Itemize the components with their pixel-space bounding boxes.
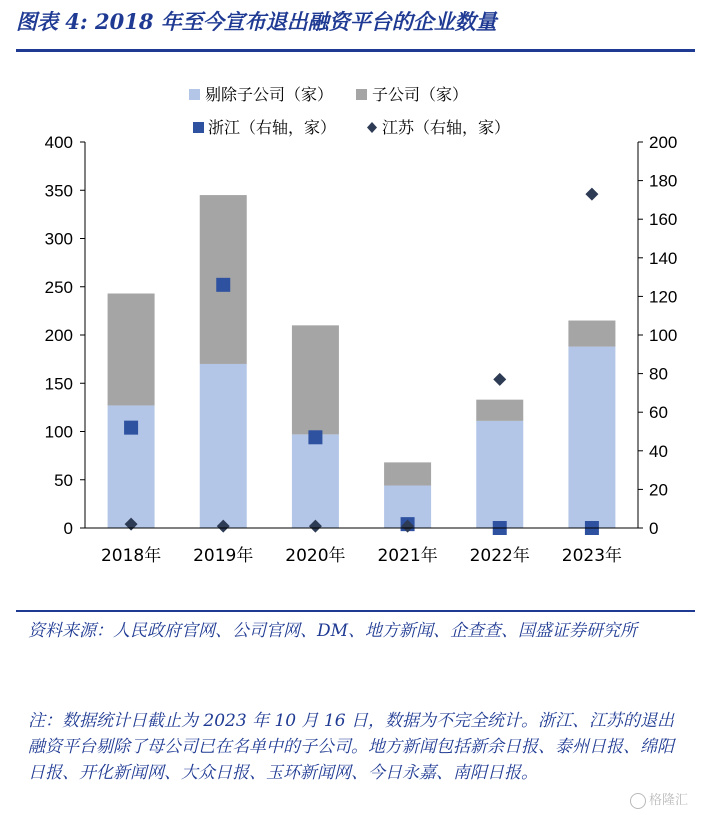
x-tick-label: 2020年 bbox=[285, 546, 346, 566]
legend bbox=[189, 85, 510, 137]
right-tick-label: 40 bbox=[649, 441, 668, 461]
right-tick-label: 140 bbox=[649, 248, 678, 268]
left-tick-label: 400 bbox=[44, 133, 73, 152]
right-tick-label: 60 bbox=[649, 403, 668, 423]
left-tick-label: 350 bbox=[44, 181, 73, 201]
source-text: 资料来源：人民政府官网、公司官网、DM、地方新闻、企查查、国盛证券研究所 bbox=[28, 621, 638, 641]
bar-sub-0 bbox=[108, 294, 155, 406]
legend-swatch-sub bbox=[356, 89, 367, 100]
right-tick-label: 80 bbox=[649, 364, 668, 384]
bar-excl-1 bbox=[200, 364, 247, 528]
marker-zhejiang-2 bbox=[308, 430, 322, 444]
right-tick-label: 100 bbox=[649, 326, 678, 345]
legend-label-sub: 子公司（家） bbox=[372, 85, 469, 104]
x-tick-label: 2023年 bbox=[561, 546, 623, 566]
left-tick-label: 0 bbox=[63, 519, 73, 538]
legend-swatch-zhejiang bbox=[193, 122, 204, 133]
bar-excl-5 bbox=[568, 347, 615, 528]
legend-swatch-excl bbox=[189, 89, 200, 100]
marker-jiangsu-4 bbox=[493, 373, 506, 386]
chart-title: 图表 4: 2018 年至今宣布退出融资平台的企业数量 bbox=[16, 9, 497, 34]
watermark bbox=[630, 789, 688, 809]
right-tick-label: 20 bbox=[649, 480, 668, 500]
left-tick-label: 200 bbox=[44, 326, 73, 345]
right-tick-label: 200 bbox=[649, 133, 678, 152]
bar-sub-4 bbox=[476, 400, 523, 421]
legend-label-zhejiang: 浙江（右轴，家） bbox=[208, 118, 337, 137]
chart-area bbox=[0, 52, 711, 607]
bar-excl-4 bbox=[476, 421, 523, 528]
bar-sub-3 bbox=[384, 462, 431, 485]
legend-label-jiangsu: 江苏（右轴，家） bbox=[382, 118, 511, 137]
left-tick-label: 300 bbox=[44, 229, 73, 249]
markers bbox=[124, 188, 599, 535]
left-tick-label: 50 bbox=[54, 470, 73, 490]
source-rule bbox=[16, 610, 695, 612]
note-text: 注：数据统计日截止为 2023 年 10 月 16 日，数据为不完全统计。浙江、江苏的退出融资平台剔除了母公司已在名单中的子公司。地方新闻包括新余日报、泰州日报、绵阳日报、开化新闻网、大众日报、玉环新闻网、今日永嘉、南阳日报。 bbox=[28, 711, 674, 783]
watermark-logo-icon bbox=[630, 793, 646, 809]
bar-sub-5 bbox=[568, 321, 615, 347]
x-tick-label: 2021年 bbox=[377, 546, 438, 566]
bar-sub-2 bbox=[292, 325, 339, 434]
marker-zhejiang-0 bbox=[124, 421, 138, 435]
right-tick-label: 180 bbox=[649, 171, 678, 191]
x-tick-label: 2022年 bbox=[469, 546, 530, 566]
right-tick-label: 120 bbox=[649, 287, 678, 307]
right-tick-label: 160 bbox=[649, 210, 678, 230]
marker-zhejiang-1 bbox=[216, 278, 230, 292]
watermark-text: 格隆汇 bbox=[649, 793, 689, 808]
bars bbox=[108, 195, 616, 528]
left-tick-label: 250 bbox=[44, 277, 73, 297]
left-tick-label: 100 bbox=[44, 422, 73, 442]
x-tick-label: 2018年 bbox=[100, 546, 162, 566]
bar-excl-2 bbox=[292, 434, 339, 528]
x-tick-label: 2019年 bbox=[193, 546, 254, 566]
legend-swatch-jiangsu bbox=[367, 122, 377, 133]
left-tick-label: 150 bbox=[44, 374, 73, 394]
marker-jiangsu-5 bbox=[585, 188, 598, 201]
right-tick-label: 0 bbox=[649, 519, 659, 538]
legend-label-excl: 剔除子公司（家） bbox=[205, 85, 334, 104]
